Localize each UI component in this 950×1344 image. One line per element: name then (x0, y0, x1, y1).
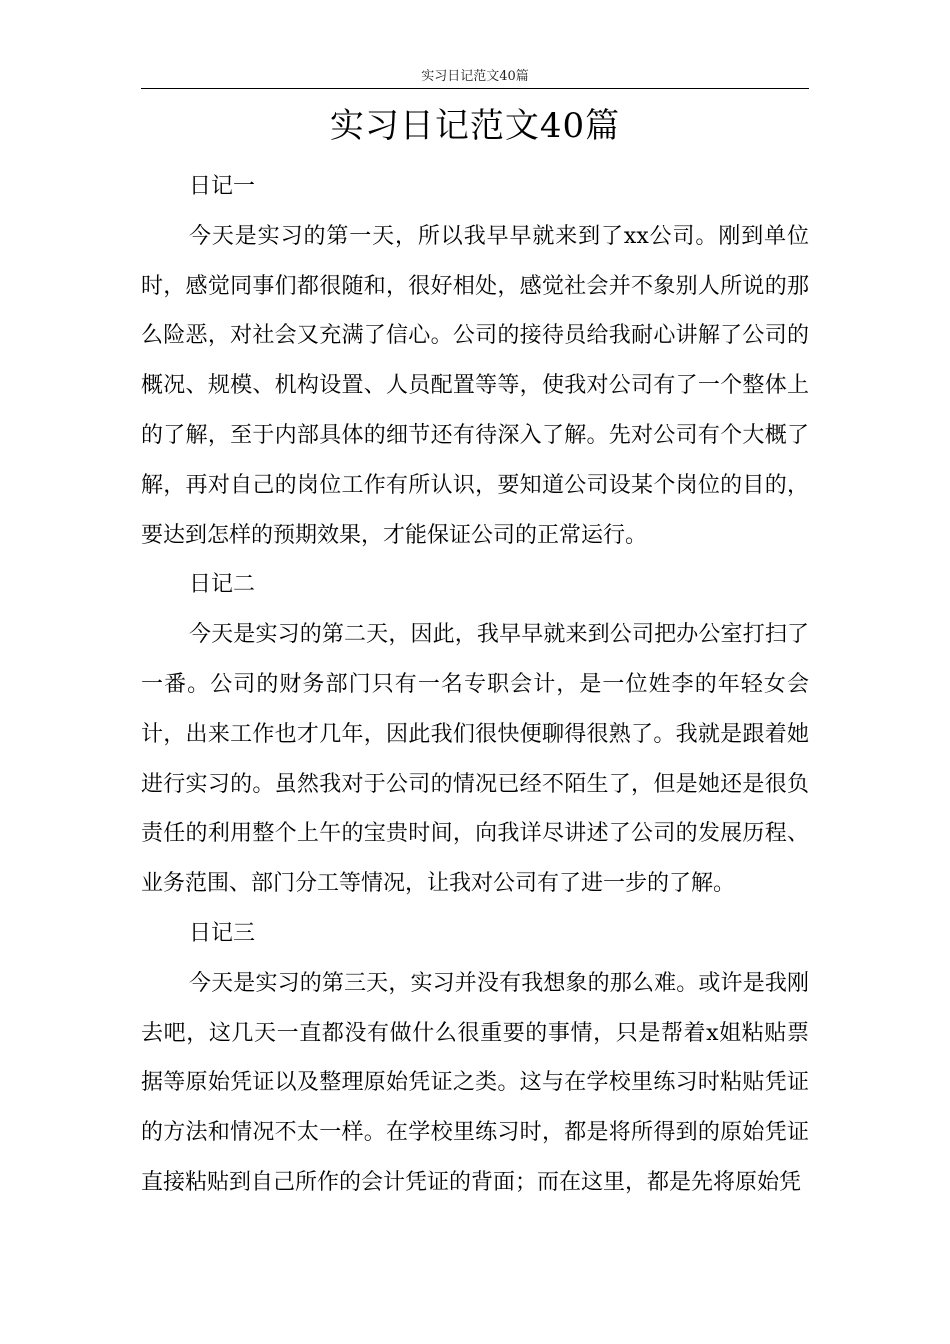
document-body (141, 162, 809, 1208)
section-heading-3: 日记三 (189, 920, 256, 946)
section-heading-1: 日记一 (189, 174, 256, 199)
section-paragraph-2: 今天是实习的第二天，因此，我早早就来到公司把办公室打扫了一番。公司的财务部门只有一名专职会计，是一位姓李的年轻女会计，出来工作也才几年，因此我们很快便聊得很熟了。我就是跟着她进行实习的。虽然我对于公司的情况已经不陌生了，但是她还是很负责任的利用整个上午的宝贵时间，向我详尽讲述了公司的发展历程、业务范围、部门分工等情况，让我对公司有了进一步的了解。 (141, 622, 809, 897)
section-paragraph-3: 今天是实习的第三天，实习并没有我想象的那么难。或许是我刚去吧，这几天一直都没有做什么很重要的事情，只是帮着x姐粘贴票据等原始凭证以及整理原始凭证之类。这与在学校里练习时粘贴凭证的方法和情况不太一样。在学校里练习时，都是将所得到的原始凭证直接粘贴到自己所作的会计凭证的背面；而在这里，都是先将原始凭 (141, 970, 809, 1195)
section-paragraph-1: 今天是实习的第一天，所以我早早就来到了xx公司。刚到单位时，感觉同事们都很随和，很好相处，感觉社会并不象别人所说的那么险恶，对社会又充满了信心。公司的接待员给我耐心讲解了公司的概况、规模、机构设置、人员配置等等，使我对公司有了一个整体上的了解，至于内部具体的细节还有待深入了解。先对公司有个大概了解，再对自己的岗位工作有所认识，要知道公司设某个岗位的目的，要达到怎样的预期效果，才能保证公司的正常运行。 (141, 223, 809, 548)
document-title: 实习日记范文40篇 (329, 106, 621, 146)
section-heading-2: 日记二 (189, 572, 256, 598)
running-header: 实习日记范文40篇 (421, 69, 529, 84)
header-divider (141, 88, 809, 89)
